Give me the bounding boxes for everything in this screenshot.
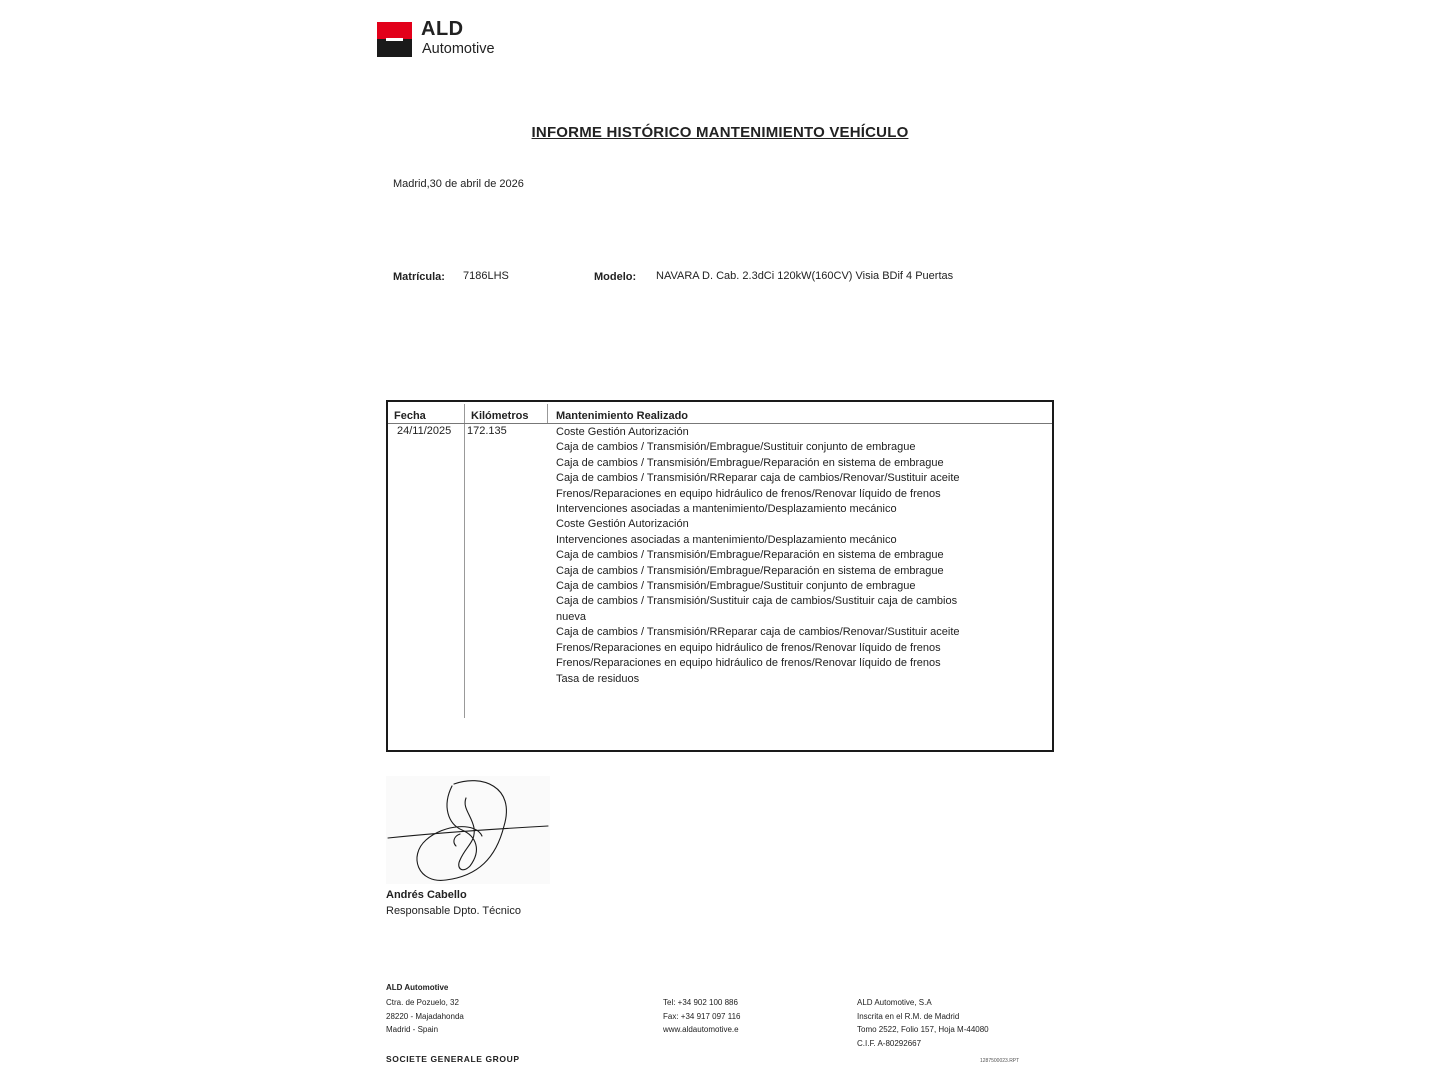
signature-image [386, 776, 550, 884]
maintenance-item: Caja de cambios / Transmisión/Embrague/Reparación en sistema de embrague [556, 564, 944, 577]
maintenance-item: Caja de cambios / Transmisión/RReparar caja de cambios/Renovar/Sustituir aceite [556, 626, 960, 639]
maintenance-table [386, 400, 1054, 752]
footer-address-line: Ctra. de Pozuelo, 32 [386, 998, 459, 1007]
footer-company-name: ALD Automotive [386, 983, 449, 992]
maintenance-item: Caja de cambios / Transmisión/Embrague/Reparación en sistema de embrague [556, 549, 944, 562]
column-divider [547, 404, 548, 424]
footer-legal [857, 996, 989, 1050]
footer-legal-line: Tomo 2522, Folio 157, Hoja M-44080 [857, 1025, 989, 1034]
footer-legal-line: C.I.F. A-80292667 [857, 1038, 922, 1048]
column-divider [464, 404, 465, 718]
footer-address-line: 28220 - Majadahonda [386, 1011, 464, 1021]
maintenance-item: Intervenciones asociadas a mantenimiento/Desplazamiento mecánico [556, 533, 897, 546]
header-maintenance: Mantenimiento Realizado [556, 410, 689, 422]
footer-contact [663, 996, 740, 1037]
row-date: 24/11/2025 [397, 425, 452, 437]
footer-address-line: Madrid - Spain [386, 1025, 439, 1034]
maintenance-item: Caja de cambios / Transmisión/Embrague/Sustituir conjunto de embrague [556, 441, 916, 454]
maintenance-item: Caja de cambios / Transmisión/Sustituir caja de cambios/Sustituir caja de cambios nueva [556, 595, 958, 623]
model-value: NAVARA D. Cab. 2.3dCi 120kW(160CV) Visia BDif 4 Puertas [656, 270, 954, 282]
ald-automotive-logo [377, 20, 507, 58]
footer-website: www.aldautomotive.e [663, 1025, 739, 1034]
maintenance-item: Frenos/Reparaciones en equipo hidráulico de frenos/Renovar líquido de frenos [556, 657, 941, 670]
footer-report-code: 1287500023.RPT [980, 1058, 1020, 1064]
signature-icon [386, 776, 550, 884]
maintenance-item: Frenos/Reparaciones en equipo hidráulico de frenos/Renovar líquido de frenos [556, 487, 941, 500]
footer-legal-line: Inscrita en el R.M. de Madrid [857, 1011, 960, 1021]
plate-label: Matrícula: [393, 271, 445, 283]
logo-brand-text: ALD [421, 18, 464, 40]
maintenance-items-list [556, 425, 976, 687]
header-km: Kilómetros [471, 410, 529, 422]
maintenance-item: Intervenciones asociadas a mantenimiento/Desplazamiento mecánico [556, 503, 897, 516]
signer-name: Andrés Cabello [386, 889, 467, 901]
maintenance-item: Tasa de residuos [556, 672, 640, 685]
footer-fax: Fax: +34 917 097 116 [663, 1011, 741, 1021]
logo-subtitle-text: Automotive [422, 41, 495, 57]
maintenance-item: Frenos/Reparaciones en equipo hidráulico de frenos/Renovar líquido de frenos [556, 641, 941, 654]
header-divider [388, 423, 1052, 424]
plate-value: 7186LHS [463, 270, 509, 282]
maintenance-item: Caja de cambios / Transmisión/Embrague/Sustituir conjunto de embrague [556, 580, 916, 593]
document-date: Madrid,30 de abril de 2026 [393, 178, 524, 190]
footer-group-name: SOCIETE GENERALE GROUP [386, 1054, 520, 1064]
logo-mark-icon [377, 22, 412, 57]
signer-role: Responsable Dpto. Técnico [386, 905, 521, 917]
footer-legal-line: ALD Automotive, S.A [857, 998, 932, 1007]
model-label: Modelo: [594, 271, 637, 283]
maintenance-item: Caja de cambios / Transmisión/RReparar caja de cambios/Renovar/Sustituir aceite [556, 472, 960, 485]
footer-phone: Tel: +34 902 100 886 [663, 998, 738, 1007]
maintenance-item: Coste Gestión Autorización [556, 518, 689, 531]
footer-address [386, 996, 464, 1037]
header-date: Fecha [394, 410, 426, 422]
maintenance-item: Coste Gestión Autorización [556, 426, 689, 438]
row-km: 172.135 [467, 425, 507, 437]
maintenance-item: Caja de cambios / Transmisión/Embrague/Reparación en sistema de embrague [556, 456, 944, 469]
document-title: INFORME HISTÓRICO MANTENIMIENTO VEHÍCULO [531, 124, 909, 141]
